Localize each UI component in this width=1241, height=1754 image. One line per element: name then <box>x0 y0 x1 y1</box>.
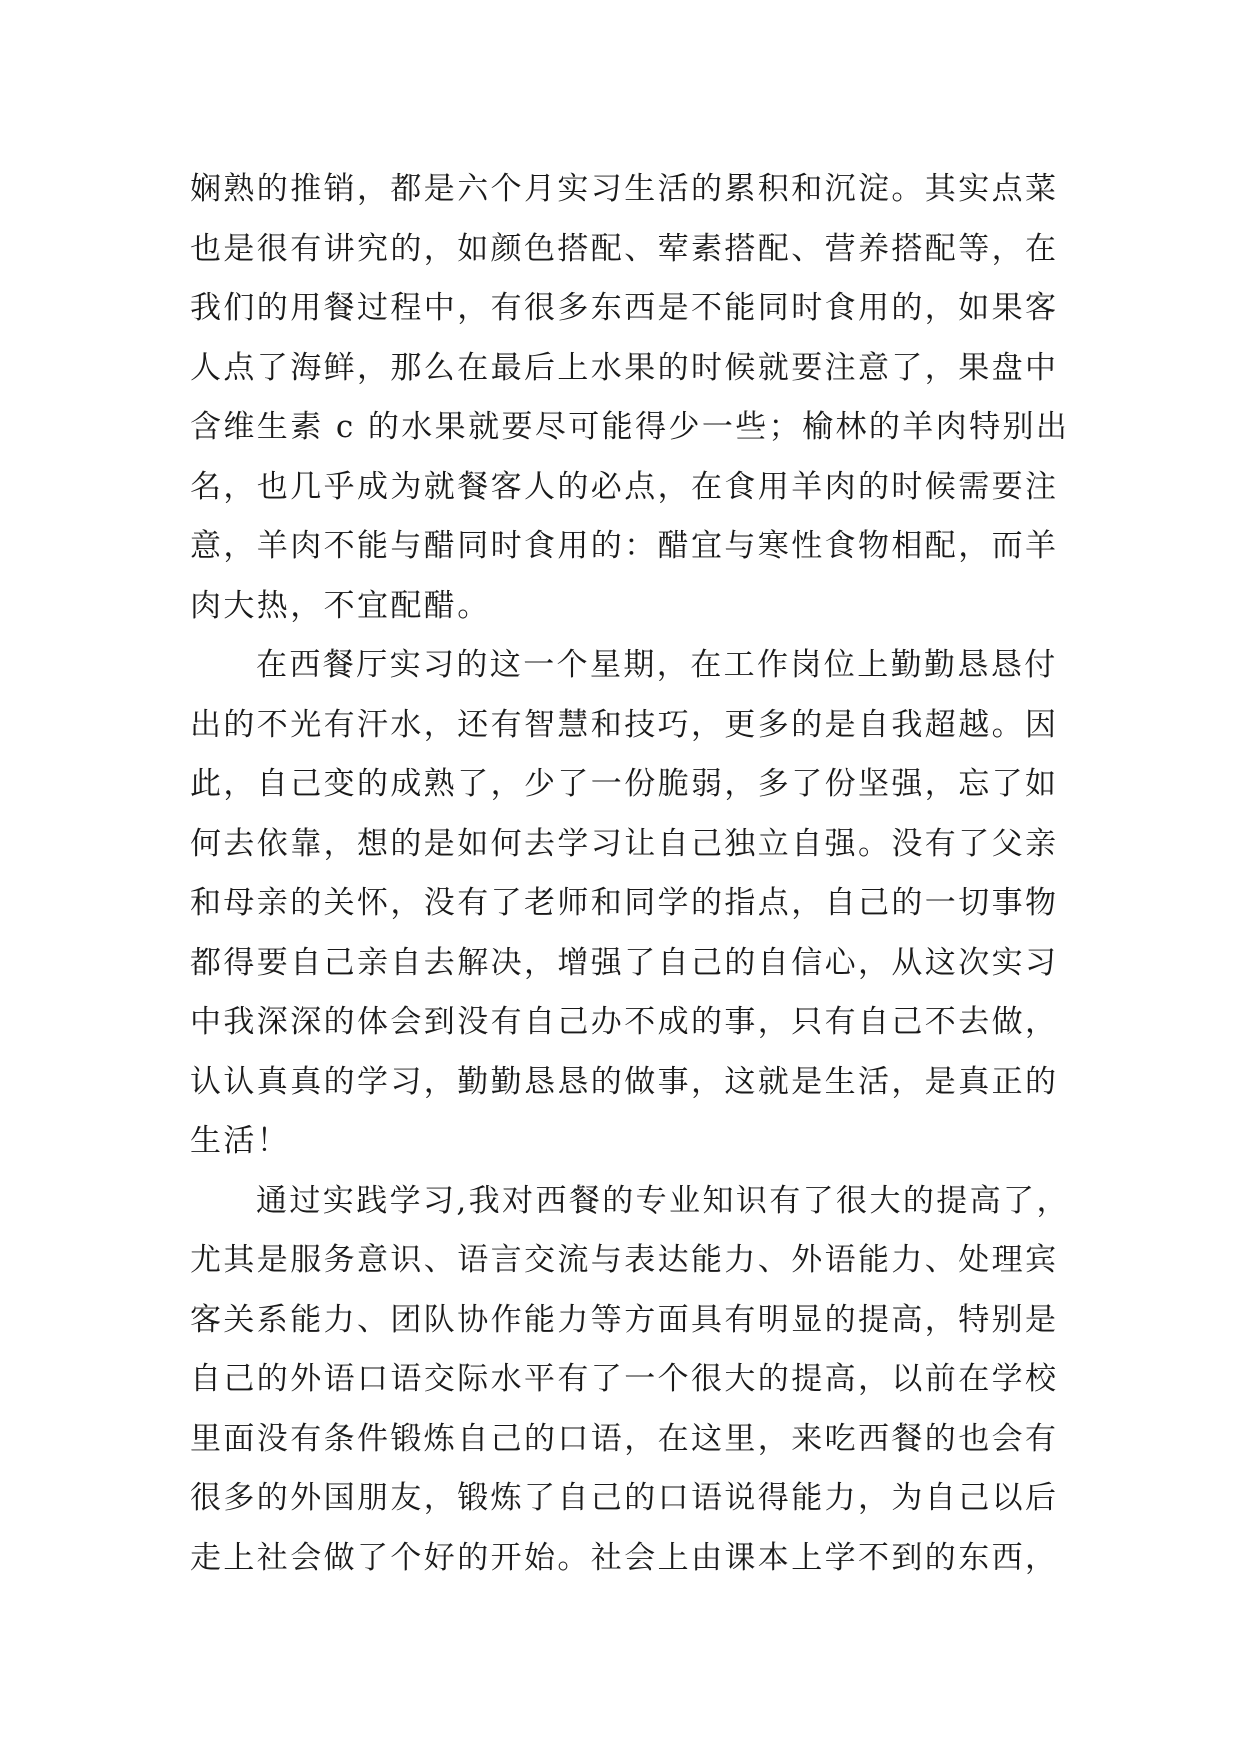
text-line: 出的不光有汗水，还有智慧和技巧，更多的是自我超越。因 <box>190 706 1059 743</box>
text-line: 人点了海鲜，那么在最后上水果的时候就要注意了，果盘中 <box>190 349 1059 386</box>
text-line: 通过实践学习,我对西餐的专业知识有了很大的提高了， <box>256 1182 1070 1219</box>
text-line: 都得要自己亲自去解决，增强了自己的自信心，从这次实习 <box>190 944 1059 981</box>
text-line: 肉大热，不宜配醋。 <box>190 587 491 624</box>
text-line: 中我深深的体会到没有自己办不成的事，只有自己不去做， <box>190 1004 1059 1040</box>
text-line: 含维生素 c 的水果就要尽可能得少一些；榆林的羊肉特别出 <box>190 409 1070 445</box>
text-line: 很多的外国朋友，锻炼了自己的口语说得能力，为自己以后 <box>190 1480 1059 1516</box>
text-line: 我们的用餐过程中，有很多东西是不能同时食用的，如果客 <box>190 290 1059 326</box>
text-line: 意，羊肉不能与醋同时食用的：醋宜与寒性食物相配，而羊 <box>190 528 1059 564</box>
text-line: 走上社会做了个好的开始。社会上由课本上学不到的东西， <box>190 1539 1059 1576</box>
text-line: 客关系能力、团队协作能力等方面具有明显的提高，特别是 <box>190 1301 1059 1338</box>
text-line: 和母亲的关怀，没有了老师和同学的指点，自己的一切事物 <box>190 885 1059 921</box>
text-line: 生活！ <box>190 1123 291 1159</box>
text-line: 自己的外语口语交际水平有了一个很大的提高，以前在学校 <box>190 1361 1059 1397</box>
text-line: 认认真真的学习，勤勤恳恳的做事，这就是生活，是真正的 <box>190 1063 1059 1100</box>
text-line: 里面没有条件锻炼自己的口语，在这里，来吃西餐的也会有 <box>190 1420 1059 1457</box>
text-line: 此，自己变的成熟了，少了一份脆弱，多了份坚强，忘了如 <box>190 766 1059 802</box>
text-line: 尤其是服务意识、语言交流与表达能力、外语能力、处理宾 <box>190 1242 1059 1278</box>
text-line: 在西餐厅实习的这一个星期，在工作岗位上勤勤恳恳付 <box>256 647 1058 683</box>
text-line: 何去依靠，想的是如何去学习让自己独立自强。没有了父亲 <box>190 825 1059 862</box>
text-line: 也是很有讲究的，如颜色搭配、荤素搭配、营养搭配等，在 <box>190 230 1059 267</box>
body-text <box>190 160 1070 1588</box>
text-line: 娴熟的推销，都是六个月实习生活的累积和沉淀。其实点菜 <box>190 171 1059 207</box>
text-line: 名，也几乎成为就餐客人的必点，在食用羊肉的时候需要注 <box>190 468 1059 505</box>
